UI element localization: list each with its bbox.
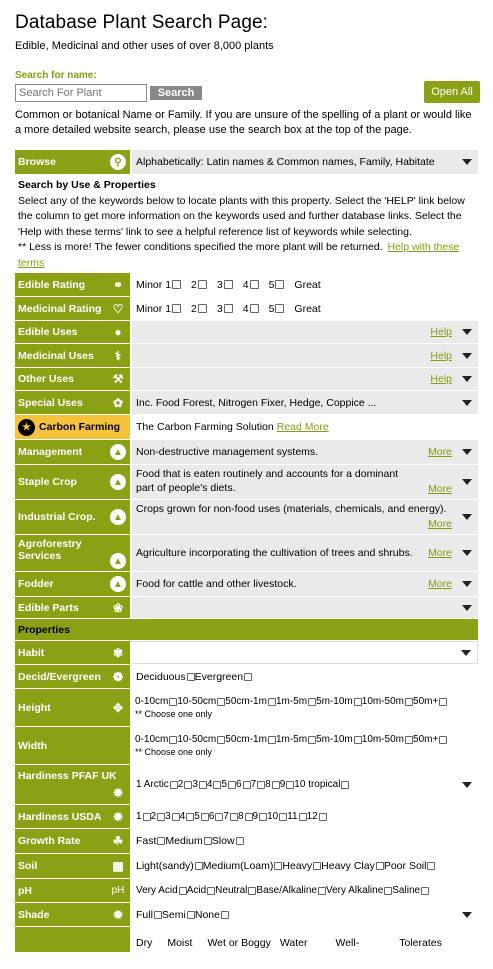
usda-7-checkbox[interactable] (230, 813, 238, 821)
soil-light-checkbox[interactable] (195, 862, 203, 870)
shade-full-checkbox[interactable] (154, 911, 162, 919)
height-50cm-1m-checkbox[interactable] (268, 698, 276, 706)
soil-medium-checkbox[interactable] (274, 862, 282, 870)
moisture-dry-label[interactable]: Dry (136, 937, 153, 949)
usda-6-checkbox[interactable] (215, 813, 223, 821)
fodder-select[interactable]: Food for cattle and other livestock. More (130, 572, 478, 596)
height-0-10cm-checkbox[interactable] (169, 698, 177, 706)
management-row: Management ▲ Non-destructive management systems. More (15, 440, 478, 465)
chevron-down-icon (462, 353, 472, 359)
width-50cm-1m-checkbox[interactable] (268, 736, 276, 744)
growth-fast-checkbox[interactable] (157, 837, 165, 845)
staple-crop-select[interactable]: Food that is eaten routinely and accounts for a dominant part of people's diets. More (130, 465, 478, 499)
ph-base-checkbox[interactable] (318, 887, 326, 895)
search-by-use-note: ** Less is more! The fewer conditions specified the more plant will be returned. (18, 241, 383, 253)
usda-12-checkbox[interactable] (319, 813, 327, 821)
chevron-down-icon (461, 650, 471, 656)
management-more-link[interactable]: More (428, 446, 452, 458)
industrial-more-link[interactable]: More (428, 518, 452, 530)
width-row: Width 0-10cm 10-50cm 50cm-1m 1m-5m 5m-10m 10m-50m 50m+ ** Choose one only (15, 727, 478, 765)
pfaf-10-checkbox[interactable] (341, 781, 349, 789)
other-uses-help-link[interactable]: Help (430, 373, 452, 385)
chevron-down-icon[interactable] (462, 782, 472, 788)
edible-uses-select[interactable] (130, 321, 478, 343)
height-10m-50m-checkbox[interactable] (405, 698, 413, 706)
width-50m-plus-checkbox[interactable] (439, 736, 447, 744)
edible-uses-help-link[interactable]: Help (430, 326, 452, 338)
tree-icon: ▲ (110, 474, 126, 490)
width-1m-5m-checkbox[interactable] (308, 736, 316, 744)
ph-icon: pH (111, 885, 125, 896)
search-by-use-panel (15, 175, 478, 273)
tree-icon: ▲ (110, 576, 126, 592)
edible-rating-3-checkbox[interactable] (224, 280, 233, 289)
usda-5-checkbox[interactable] (201, 813, 209, 821)
medicinal-rating-3-checkbox[interactable] (224, 304, 233, 313)
hardiness-pfaf-row: Hardiness PFAF UK ✹ 1 Arctic 2 3 4 5 6 7 8 9 10 tropical (15, 765, 478, 805)
usda-1-checkbox[interactable] (143, 813, 151, 821)
width-10-50cm-checkbox[interactable] (217, 736, 225, 744)
search-table (15, 150, 478, 953)
medicinal-rating-2-checkbox[interactable] (198, 304, 207, 313)
soil-row: Soil ▦ Light(sandy) Medium(Loam) Heavy Heavy Clay Poor Soil (15, 854, 478, 879)
width-note: ** Choose one only (135, 747, 213, 757)
tree-icon: ▲ (110, 444, 126, 460)
agroforestry-select[interactable]: Agriculture incorporating the cultivation of trees and shrubs. More (130, 535, 478, 571)
management-select[interactable]: Non-destructive management systems. More (130, 440, 478, 464)
medicinal-uses-help-link[interactable]: Help (430, 349, 452, 362)
usda-2-checkbox[interactable] (157, 813, 165, 821)
soil-poor-checkbox[interactable] (427, 862, 435, 870)
usda-9-checkbox[interactable] (259, 813, 267, 821)
moisture-options (130, 927, 478, 952)
arrows-icon: ✥ (112, 700, 124, 715)
properties-heading: Properties (18, 623, 70, 636)
other-uses-row: Other Uses ⚒ Help (15, 368, 478, 391)
chevron-down-icon (462, 605, 472, 611)
hardiness-usda-row: Hardiness USDA ✹ 1 2 3 4 5 6 7 8 9 10 11 12 (15, 805, 478, 829)
caduceus-icon: ⚕ (114, 348, 122, 363)
page-subtitle: Edible, Medicinal and other uses of over 8,000 plants (15, 40, 274, 52)
chevron-down-icon (462, 479, 472, 485)
browse-label: Browse ⚲ (15, 150, 130, 174)
magnify-icon: ⚲ (110, 154, 126, 170)
edible-rating-options: Minor 1 2 3 4 5 Great (130, 273, 478, 296)
width-0-10cm-checkbox[interactable] (169, 736, 177, 744)
hardiness-pfaf-options: 1 Arctic 2 3 4 5 6 7 8 9 10 tropical (130, 765, 478, 804)
evergreen-checkbox[interactable] (244, 673, 252, 681)
industrial-crop-row: Industrial Crop. ▲ Crops grown for non-food uses (materials, chemicals, and energy). More (15, 500, 478, 535)
shade-semi-checkbox[interactable] (187, 911, 195, 919)
heart-icon: ♡ (112, 301, 124, 316)
growth-medium-checkbox[interactable] (204, 837, 212, 845)
chevron-down-icon (462, 550, 472, 556)
search-by-use-text: Select any of the keywords below to locate plants with this property. Select the 'HELP' link below the column to get more information on the keywords used and further database links. Select the 'Help with these terms' link to see a helpful reference list of keywords while selecting. (18, 194, 465, 238)
edible-rating-1-checkbox[interactable] (172, 280, 181, 289)
edible-parts-select[interactable] (130, 597, 478, 618)
search-row (15, 84, 478, 102)
tree-icon: ▲ (110, 509, 126, 525)
search-input[interactable] (15, 84, 147, 102)
edible-rating-2-checkbox[interactable] (198, 280, 207, 289)
height-options: 0-10cm 10-50cm 50cm-1m 1m-5m 5m-10m 10m-50m 50m+ (135, 696, 447, 707)
hardiness-usda-options: 1 2 3 4 5 6 7 8 9 10 11 12 (130, 805, 478, 828)
edible-rating-4-checkbox[interactable] (250, 280, 259, 289)
usda-11-checkbox[interactable] (299, 813, 307, 821)
width-5m-10m-checkbox[interactable] (354, 736, 362, 744)
height-1m-5m-checkbox[interactable] (308, 698, 316, 706)
pfaf-8-checkbox[interactable] (272, 781, 280, 789)
chevron-down-icon[interactable] (462, 912, 472, 918)
medicinal-rating-4-checkbox[interactable] (250, 304, 259, 313)
moisture-row (15, 927, 478, 953)
sun-icon: ✹ (112, 786, 124, 800)
pfaf-5-checkbox[interactable] (228, 781, 236, 789)
browse-select[interactable]: Alphabetically: Latin names & Common names, Family, Habitate (130, 150, 478, 174)
pfaf-2-checkbox[interactable] (184, 781, 192, 789)
medicinal-uses-select[interactable] (130, 344, 478, 367)
edible-parts-row: Edible Parts ❀ (15, 597, 478, 619)
pfaf-4-checkbox[interactable] (213, 781, 221, 789)
carbon-read-more-link[interactable]: Read More (276, 421, 329, 433)
chevron-down-icon (462, 449, 472, 455)
industrial-crop-select[interactable]: Crops grown for non-food uses (materials, chemicals, and energy). More (130, 500, 478, 534)
chevron-down-icon (462, 376, 472, 382)
soil-heavy-checkbox[interactable] (313, 862, 321, 870)
maple-leaf-icon: ❁ (112, 669, 124, 684)
tree-icon: ▲ (110, 553, 126, 569)
sun-icon: ✹ (112, 907, 124, 922)
browse-row (15, 150, 478, 175)
plant-icon: ✾ (112, 645, 124, 660)
agroforestry-row: Agroforestry Services ▲ Agriculture incorporating the cultivation of trees and shrubs. More (15, 535, 478, 572)
search-help-text: Common or botanical Name or Family. If you are unsure of the spelling of a plant or would like a more detailed website search, please use the search box at the top of the page. (15, 109, 472, 136)
chevron-down-icon (462, 400, 472, 406)
badge-icon: ✿ (112, 395, 124, 410)
medicinal-rating-5-checkbox[interactable] (275, 304, 284, 313)
usda-8-checkbox[interactable] (245, 813, 253, 821)
search-button[interactable]: Search (150, 86, 202, 100)
soil-icon: ▦ (112, 859, 124, 873)
open-all-button[interactable]: Open All (424, 81, 480, 103)
soil-heavy-clay-checkbox[interactable] (376, 862, 384, 870)
apple-icon: ● (114, 325, 122, 339)
moisture-wet-label[interactable]: Wet or Boggy (207, 937, 271, 949)
medicinal-rating-row: Medicinal Rating ♡ Minor 1 2 3 4 5 Great (15, 297, 478, 321)
growth-icon: ☘ (112, 834, 124, 848)
pfaf-3-checkbox[interactable] (199, 781, 207, 789)
shade-row: Shade ✹ Full Semi None (15, 903, 478, 927)
habit-select[interactable] (130, 641, 478, 664)
medicinal-rating-options: Minor 1 2 3 4 5 Great (130, 297, 478, 320)
search-by-use-heading: Search by Use & Properties (18, 179, 156, 191)
special-uses-row: Special Uses ✿ Inc. Food Forest, Nitrogen Fixer, Hedge, Coppice ... (15, 391, 478, 415)
ph-acid-checkbox[interactable] (207, 887, 215, 895)
properties-header-row (15, 619, 478, 641)
staple-crop-row: Staple Crop ▲ Food that is eaten routinely and accounts for a dominant part of people's diets. More (15, 465, 478, 500)
pfaf-1-checkbox[interactable] (170, 781, 178, 789)
ph-row: pH pH Very Acid Acid Neutral Base/Alkaline Very Alkaline Saline (15, 879, 478, 903)
chevron-down-icon (462, 514, 472, 520)
height-note: ** Choose one only (135, 709, 213, 719)
fodder-more-link[interactable]: More (428, 578, 452, 590)
height-10-50cm-checkbox[interactable] (217, 698, 225, 706)
usda-3-checkbox[interactable] (172, 813, 180, 821)
growth-slow-checkbox[interactable] (236, 837, 244, 845)
page-title: Database Plant Search Page: (15, 12, 269, 33)
tools-icon: ⚒ (112, 372, 124, 386)
chevron-down-icon (462, 581, 472, 587)
ph-very-acid-checkbox[interactable] (179, 887, 187, 895)
moisture-water-label[interactable]: Water (279, 937, 308, 949)
height-50m-plus-checkbox[interactable] (439, 698, 447, 706)
special-uses-select[interactable]: Inc. Food Forest, Nitrogen Fixer, Hedge, Coppice ... (130, 391, 478, 414)
width-10m-50m-checkbox[interactable] (405, 736, 413, 744)
moisture-tolerates-label[interactable]: Tolerates (399, 937, 442, 949)
usda-10-checkbox[interactable] (279, 813, 287, 821)
shade-none-checkbox[interactable] (221, 911, 229, 919)
pfaf-6-checkbox[interactable] (243, 781, 251, 789)
other-uses-select[interactable] (130, 368, 478, 390)
moisture-well-label[interactable]: Well- (335, 937, 360, 949)
pfaf-7-checkbox[interactable] (257, 781, 265, 789)
growth-rate-row: Growth Rate ☘ Fast Medium Slow (15, 829, 478, 854)
ph-saline-checkbox[interactable] (421, 887, 429, 895)
ph-very-alkaline-checkbox[interactable] (384, 887, 392, 895)
edible-rating-5-checkbox[interactable] (275, 280, 284, 289)
search-label: Search for name: (15, 70, 97, 81)
deciduous-checkbox[interactable] (187, 673, 195, 681)
habit-row: Habit ✾ (15, 641, 478, 665)
chevron-down-icon (462, 159, 472, 165)
fodder-row: Fodder ▲ Food for cattle and other livestock. More (15, 572, 478, 597)
ph-neutral-checkbox[interactable] (248, 887, 256, 895)
height-row: Height ✥ 0-10cm 10-50cm 50cm-1m 1m-5m 5m-10m 10m-50m 50m+ ** Choose one only (15, 689, 478, 727)
width-options: 0-10cm 10-50cm 50cm-1m 1m-5m 5m-10m 10m-50m 50m+ (135, 734, 447, 745)
agroforestry-more-link[interactable]: More (428, 547, 452, 559)
help-terms-link[interactable]: Help with these terms (18, 241, 460, 269)
edible-rating-row: Edible Rating ⚭ Minor 1 2 3 4 5 Great (15, 273, 478, 297)
moisture-moist-label[interactable]: Moist (167, 937, 193, 949)
medicinal-uses-row: Medicinal Uses ⚕ Help (15, 344, 478, 368)
chevron-down-icon (462, 329, 472, 335)
edible-uses-row: Edible Uses ● Help (15, 321, 478, 344)
pfaf-9-checkbox[interactable] (286, 781, 294, 789)
staple-more-link[interactable]: More (428, 483, 452, 495)
height-5m-10m-checkbox[interactable] (354, 698, 362, 706)
pear-icon: ⚭ (112, 277, 124, 292)
medicinal-rating-1-checkbox[interactable] (172, 304, 181, 313)
usda-4-checkbox[interactable] (186, 813, 194, 821)
carbon-farming-row: ★ Carbon Farming The Carbon Farming Solution Read More (15, 415, 478, 440)
carbon-farming-logo-icon: ★ (18, 419, 35, 436)
leaf-icon: ❀ (112, 600, 124, 615)
sun-icon: ✹ (112, 809, 124, 824)
decid-evergreen-row: Decid/Evergreen ❁ Deciduous Evergreen (15, 665, 478, 689)
